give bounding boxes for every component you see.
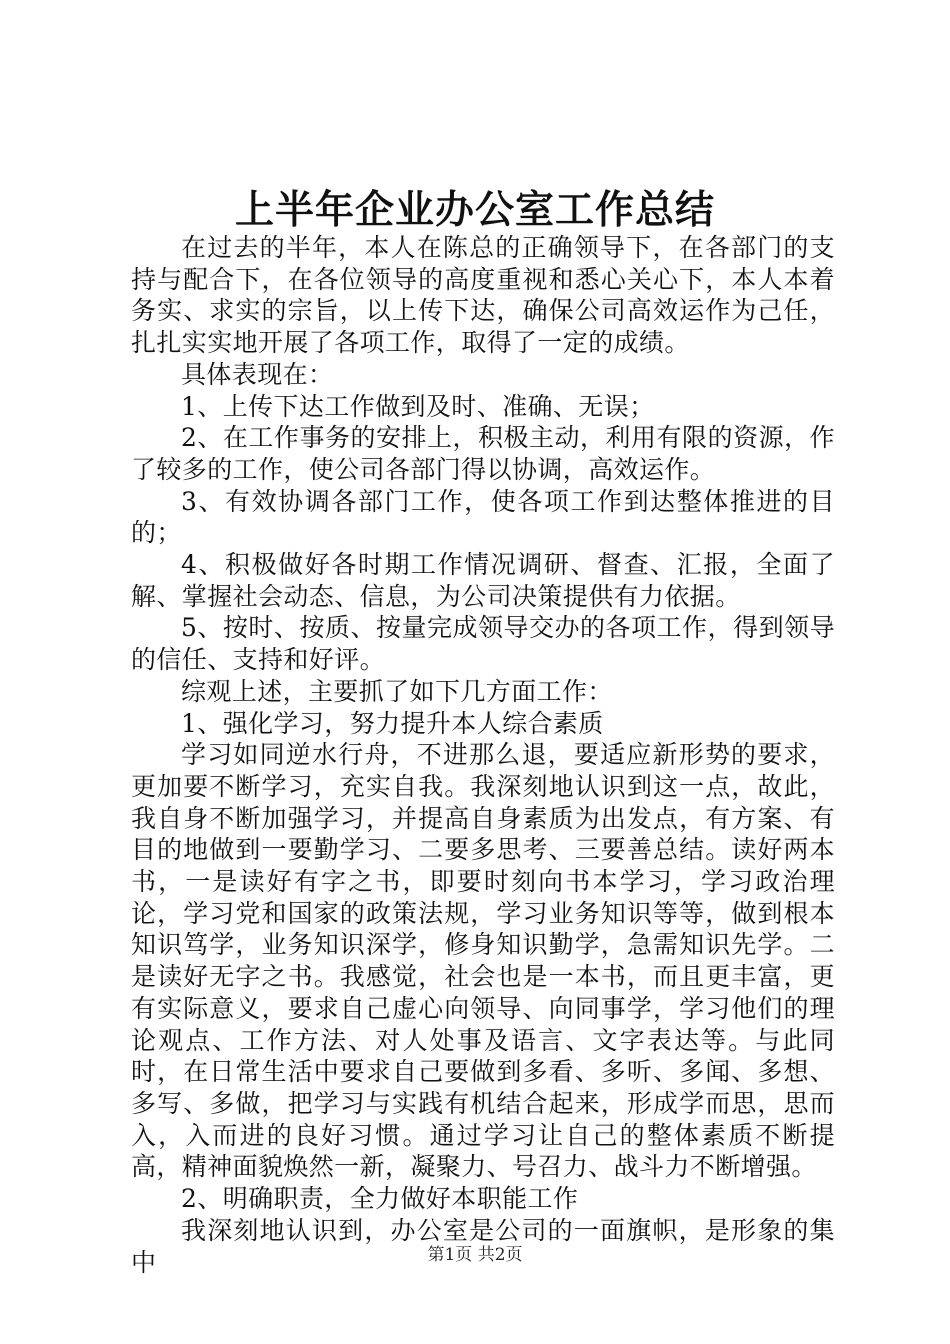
paragraph-item-2: 2、在工作事务的安排上，积极主动，利用有限的资源，作了较多的工作，使公司各部门得以协调，高效运作。 xyxy=(131,423,835,484)
paragraph-item-3: 3、有效协调各部门工作，使各项工作到达整体推进的目的； xyxy=(131,486,835,548)
paragraph-intro: 在过去的半年，本人在陈总的正确领导下，在各部门的支持与配合下，在各位领导的高度重视和悉心关心下，本人本着务实、求实的宗旨，以上传下达，确保公司高效运作为己任，扎扎实实地开展了各项工作，取得了一定的成绩。 xyxy=(131,233,835,358)
section-heading-2: 2、明确职责，全力做好本职能工作 xyxy=(181,1184,579,1214)
document-body xyxy=(131,232,835,1278)
paragraph-study: 学习如同逆水行舟，不进那么退，要适应新形势的要求，更加要不断学习，充实自我。我深刻地认识到这一点，故此，我自身不断加强学习，并提高自身素质为出发点，有方案、有目的地做到一要勤学习、二要多思考、三要善总结。读好两本书，一是读好有字之书，即要时刻向书本学习，学习政治理论，学习党和国家的政策法规，学习业务知识等等，做到根本知识笃学，业务知识深学，修身知识勤学，急需知识先学。二是读好无字之书。我感觉，社会也是一本书，而且更丰富，更有实际意义，要求自己虚心向领导、向同事学，学习他们的理论观点、工作方法、对人处事及语言、文字表达等。与此同时，在日常生活中要求自己要做到多看、多听、多闻、多想、多写、多做，把学习与实践有机结合起来，形成学而思，思而入，入而进的良好习惯。通过学习让自己的整体素质不断提高，精神面貌焕然一新，凝聚力、号召力、战斗力不断增强。 xyxy=(131,740,835,1182)
paragraph-item-5: 5、按时、按质、按量完成领导交办的各项工作，得到领导的信任、支持和好评。 xyxy=(131,613,835,675)
page-footer: 第1页 共2页 xyxy=(427,1245,523,1265)
paragraph-summary: 综观上述，主要抓了如下几方面工作： xyxy=(181,676,613,706)
paragraph-item-4: 4、积极做好各时期工作情况调研、督查、汇报，全面了解、掌握社会动态、信息，为公司决策提供有力依据。 xyxy=(131,550,835,611)
document-title: 上半年企业办公室工作总结 xyxy=(234,187,715,233)
paragraph-duties: 我深刻地认识到，办公室是公司的一面旗帜，是形象的集中 xyxy=(131,1215,835,1277)
paragraph-item-1: 1、上传下达工作做到及时、准确、无误； xyxy=(181,391,655,421)
section-heading-1: 1、强化学习，努力提升本人综合素质 xyxy=(181,708,604,738)
paragraph-performance-heading: 具体表现在： xyxy=(181,359,334,389)
